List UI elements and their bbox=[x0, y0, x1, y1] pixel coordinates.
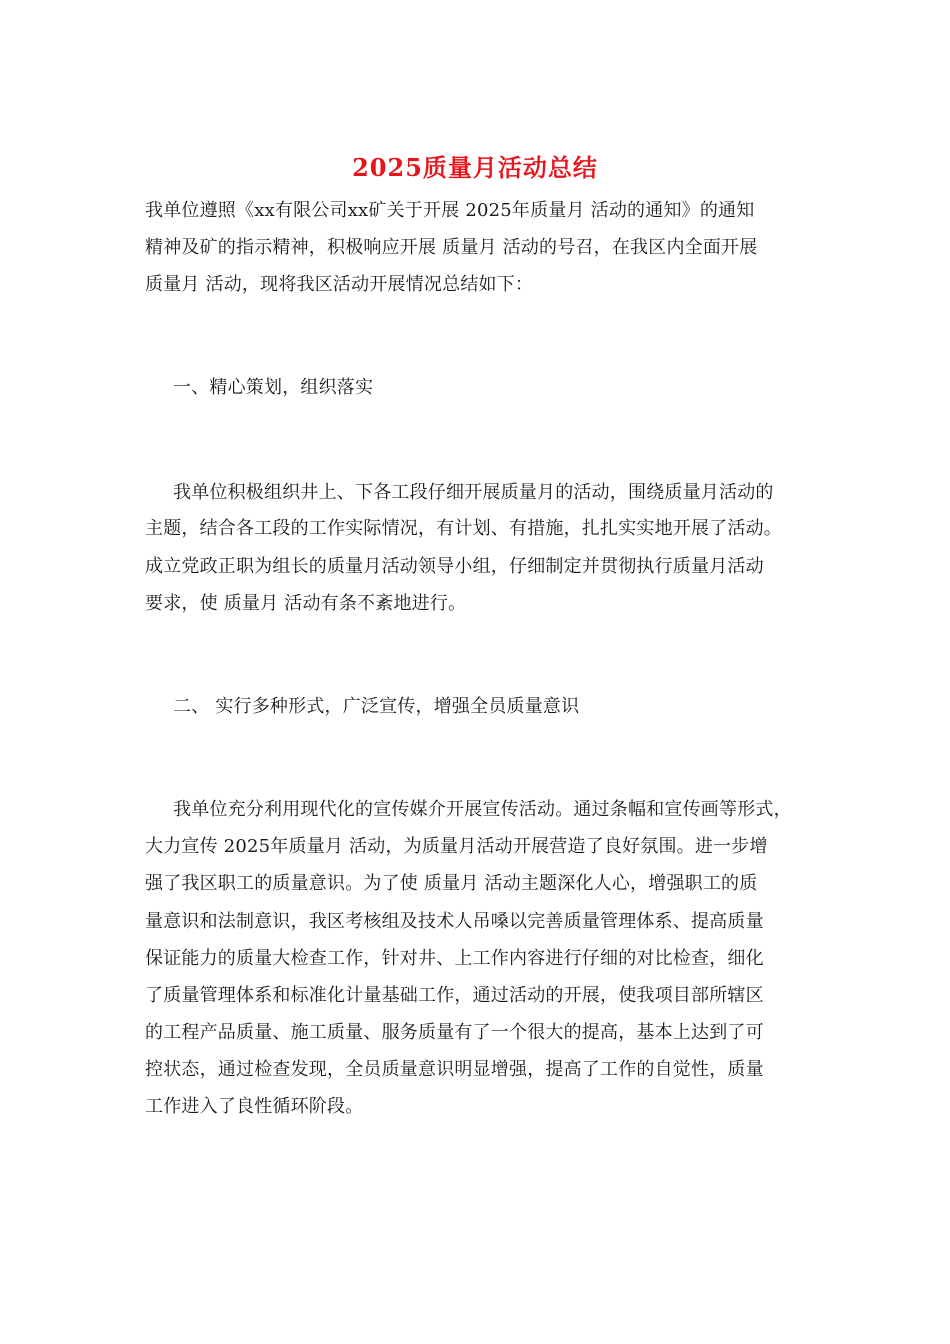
section-2-line-1: 我单位充分利用现代化的宣传媒介开展宣传活动。通过条幅和宣传画等形式， bbox=[173, 799, 792, 820]
section-1-line-2: 主题，结合各工段的工作实际情况，有计划、有措施，扎扎实实地开展了活动。 bbox=[145, 518, 782, 539]
section-1-line-1: 我单位积极组织井上、下各工段仔细开展质量月的活动，围绕质量月活动的 bbox=[173, 482, 774, 503]
intro-line-2: 精神及矿的指示精神，积极响应开展 质量月 活动的号召，在我区内全面开展 bbox=[145, 237, 758, 258]
document-title: 2025质量月活动总结 bbox=[352, 153, 598, 182]
section-2-line-5: 保证能力的质量大检查工作，针对井、上工作内容进行仔细的对比检查，细化 bbox=[145, 948, 764, 969]
section-1-line-3: 成立党政正职为组长的质量月活动领导小组，仔细制定并贯彻执行质量月活动 bbox=[145, 556, 764, 577]
section-1-heading: 一、精心策划，组织落实 bbox=[173, 377, 374, 398]
intro-line-3: 质量月 活动，现将我区活动开展情况总结如下： bbox=[145, 274, 534, 295]
section-2-line-4: 量意识和法制意识，我区考核组及技术人吊嗓以完善质量管理体系、提高质量 bbox=[145, 911, 764, 932]
section-2-line-3: 强了我区职工的质量意识。为了使 质量月 活动主题深化人心，增强职工的质 bbox=[145, 873, 758, 894]
section-2-line-6: 了质量管理体系和标准化计量基础工作，通过活动的开展，使我项目部所辖区 bbox=[145, 985, 764, 1006]
section-2-line-7: 的工程产品质量、施工质量、服务质量有了一个很大的提高，基本上达到了可 bbox=[145, 1022, 764, 1043]
section-1-line-4: 要求，使 质量月 活动有条不紊地进行。 bbox=[145, 593, 467, 614]
section-2-line-8: 控状态，通过检查发现，全员质量意识明显增强，提高了工作的自觉性，质量 bbox=[145, 1059, 764, 1080]
section-2-heading: 二、 实行多种形式，广泛宣传，增强全员质量意识 bbox=[173, 696, 580, 717]
section-2-line-9: 工作进入了良性循环阶段。 bbox=[145, 1096, 364, 1117]
intro-line-1: 我单位遵照《xx有限公司xx矿关于开展 2025年质量月 活动的通知》的通知 bbox=[145, 200, 755, 221]
section-2-line-2: 大力宣传 2025年质量月 活动，为质量月活动开展营造了良好氛围。进一步增 bbox=[145, 836, 768, 857]
